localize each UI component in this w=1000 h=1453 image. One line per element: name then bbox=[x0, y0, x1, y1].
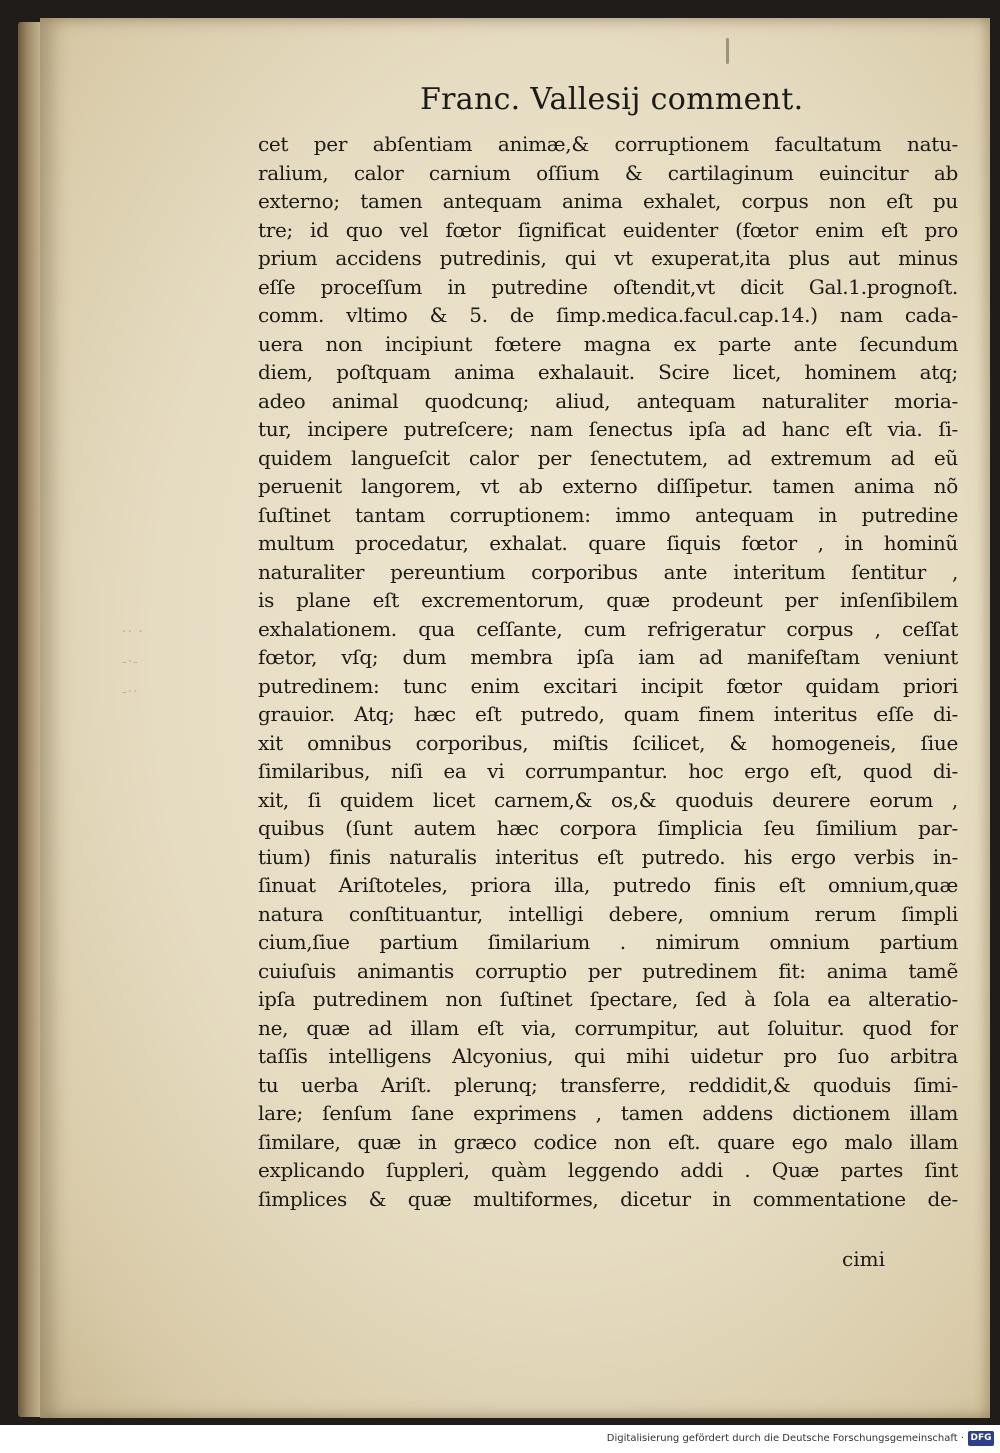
text-line: fœtor, vſq; dum membra ipſa iam ad manifeſtam veniunt bbox=[258, 645, 958, 669]
page-edge bbox=[18, 22, 42, 1417]
text-line: tium) finis naturalis interitus eſt putredo. his ergo verbis in- bbox=[258, 844, 958, 869]
text-line: xit, ſi quidem licet carnem,& os,& quoduis deurere eorum , bbox=[258, 787, 958, 812]
text-line: quibus (ſunt autem hæc corpora ſimplicia ſeu ſimilium par- bbox=[258, 816, 958, 840]
footer-credit: Digitalisierung gefördert durch die Deutsche Forschungsgemeinschaft · bbox=[606, 1433, 964, 1444]
text-line: xit omnibus corporibus, miſtis ſcilicet, & homogeneis, ſiue bbox=[258, 730, 958, 755]
text-line: exhalationem. qua ceſſante, cum refrigeratur corpus , ceſſat bbox=[258, 616, 958, 641]
text-line: diem, poſtquam anima exhalauit. Scire licet, hominem atq; bbox=[258, 360, 958, 384]
text-line: peruenit langorem, vt ab externo diſſipetur. tamen anima nõ bbox=[258, 474, 958, 498]
bleed-through-mark: ·· · bbox=[122, 624, 144, 640]
text-line: tre; id quo vel fœtor ſignificat euidenter (fœtor enim eſt pro bbox=[258, 217, 958, 242]
catchword: cimi bbox=[842, 1247, 885, 1271]
text-line: comm. vltimo & 5. de ſimp.medica.facul.cap.14.) nam cada- bbox=[258, 303, 958, 327]
text-line: tu uerba Ariſt. plerunq; transferre, reddidit,& quoduis ſimi- bbox=[258, 1072, 958, 1097]
bleed-through-mark: -·· bbox=[122, 684, 139, 700]
text-line: ſimilare, quæ in græco codice non eſt. quare ego malo illam bbox=[258, 1129, 958, 1154]
running-head: Franc. Vallesij comment. bbox=[420, 82, 804, 117]
folio-mark bbox=[726, 38, 729, 64]
footer-bar bbox=[0, 1425, 1000, 1453]
text-line: ſimplices & quæ multiformes, dicetur in commentatione de- bbox=[258, 1186, 958, 1211]
text-line: ipſa putredinem non ſuſtinet ſpectare, ſed à ſola ea alteratio- bbox=[258, 987, 958, 1011]
text-line: natura conſtituantur, intelligi debere, omnium rerum ſimpli bbox=[258, 901, 958, 926]
text-line: adeo animal quodcunq; aliud, antequam naturaliter moria- bbox=[258, 388, 958, 413]
text-line: grauior. Atq; hæc eſt putredo, quam finem interitus eſſe di- bbox=[258, 702, 958, 726]
text-line: lare; ſenſum ſane exprimens , tamen addens dictionem illam bbox=[258, 1101, 958, 1125]
text-line: eſſe proceſſum in putredine oſtendit,vt dicit Gal.1.prognoſt. bbox=[258, 274, 958, 299]
text-line: quidem langueſcit calor per ſenectutem, ad extremum ad eũ bbox=[258, 445, 958, 470]
text-line: multum procedatur, exhalat. quare ſiquis fœtor , in hominũ bbox=[258, 531, 958, 555]
text-line: ſimilaribus, niſi ea vi corrumpantur. hoc ergo eſt, quod di- bbox=[258, 759, 958, 783]
bleed-through-mark: -·- bbox=[122, 654, 139, 670]
text-line: ne, quæ ad illam eſt via, corrumpitur, aut ſoluitur. quod for bbox=[258, 1015, 958, 1040]
text-line: externo; tamen antequam anima exhalet, corpus non eſt pu bbox=[258, 189, 958, 213]
text-line: cet per abſentiam animæ,& corruptionem facultatum natu- bbox=[258, 132, 958, 156]
text-line: naturaliter pereuntium corporibus ante interitum ſentitur , bbox=[258, 559, 958, 584]
text-line: ſuſtinet tantam corruptionem: immo antequam in putredine bbox=[258, 502, 958, 527]
dfg-logo: DFG bbox=[968, 1431, 994, 1446]
text-line: putredinem: tunc enim excitari incipit fœtor quidam priori bbox=[258, 673, 958, 698]
text-line: ralium, calor carnium oſſium & cartilaginum euincitur ab bbox=[258, 160, 958, 185]
text-line: uera non incipiunt fœtere magna ex parte ante ſecundum bbox=[258, 331, 958, 356]
text-line: cuiuſuis animantis corruptio per putredinem fit: anima tamẽ bbox=[258, 958, 958, 983]
text-line: explicando ſuppleri, quàm leggendo addi . Quæ partes ſint bbox=[258, 1158, 958, 1182]
text-line: cium,ſiue partium ſimilarium . nimirum omnium partium bbox=[258, 930, 958, 954]
text-line: is plane eſt excrementorum, quæ prodeunt per inſenſibilem bbox=[258, 588, 958, 612]
text-line: ſinuat Ariſtoteles, priora illa, putredo finis eſt omnium,quæ bbox=[258, 873, 958, 897]
body-text bbox=[258, 130, 958, 1213]
text-line: taſſis intelligens Alcyonius, qui mihi uidetur pro ſuo arbitra bbox=[258, 1044, 958, 1068]
text-line: tur, incipere putreſcere; nam ſenectus ipſa ad hanc eſt via. ſi- bbox=[258, 417, 958, 441]
text-line: prium accidens putredinis, qui vt exuperat,ita plus aut minus bbox=[258, 246, 958, 270]
